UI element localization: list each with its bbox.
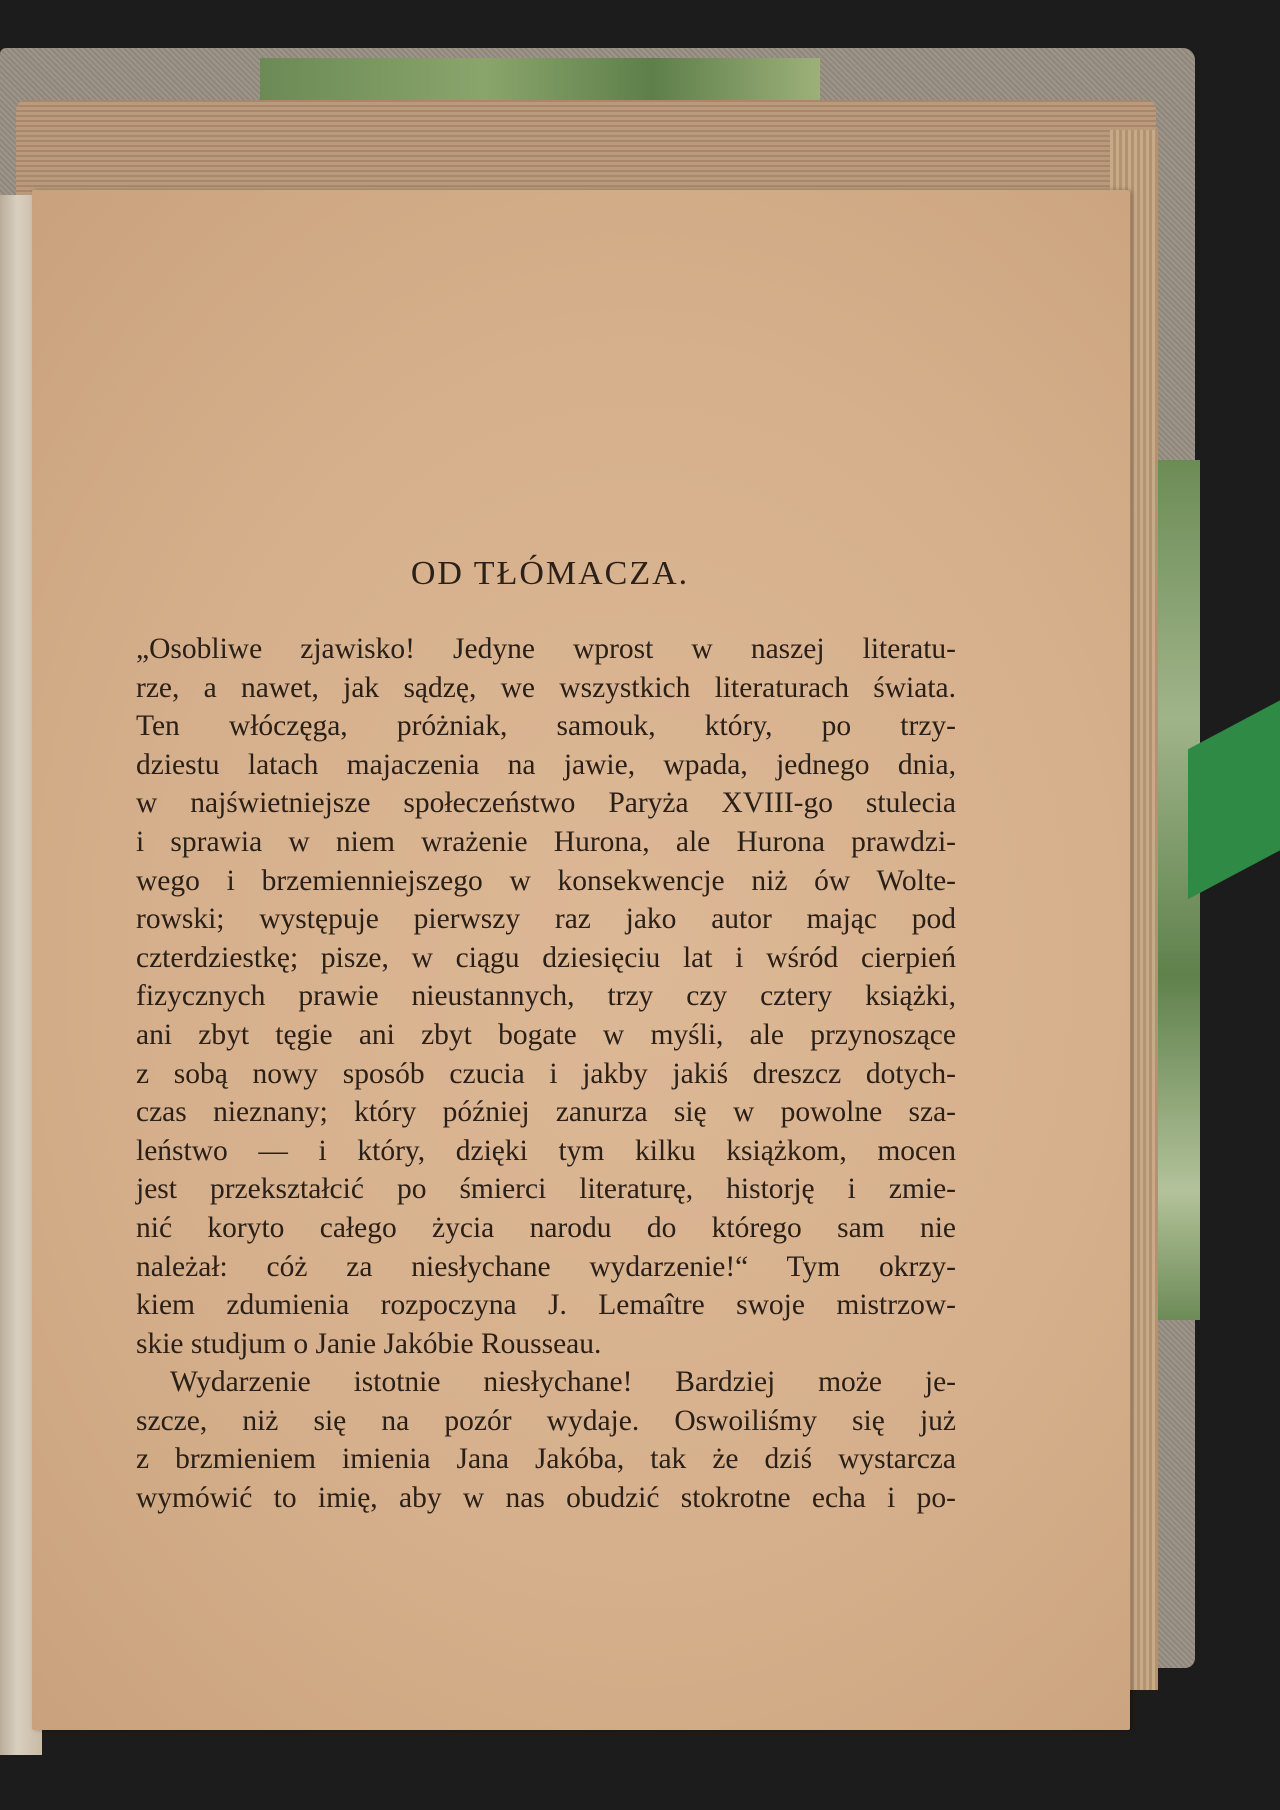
text-line: skie studjum o Janie Jakóbie Rousseau. [136, 1327, 602, 1360]
text-line: wego i brzemienniejszego w konsekwencje niż ów Wolte- [136, 864, 956, 897]
text-line: czas nieznany; który później zanurza się w powolne sza- [136, 1096, 956, 1129]
text-line: dziestu latach majaczenia na jawie, wpada, jednego dnia, [136, 748, 956, 781]
text-line: Ten włóczęga, próżniak, samouk, który, po trzy- [136, 710, 956, 743]
text-line: rowski; występuje pierwszy raz jako autor mając pod [136, 903, 956, 936]
text-line: i sprawia w niem wrażenie Hurona, ale Hurona prawdzi- [136, 825, 956, 858]
text-line: z sobą nowy sposób czucia i jakby jakiś dreszcz dotych- [136, 1057, 956, 1090]
text-line: kiem zdumienia rozpoczyna J. Lemaître swoje mistrzow- [136, 1289, 956, 1322]
paragraph-1 [136, 630, 956, 1363]
page-heading: OD TŁÓMACZA. [410, 555, 690, 592]
text-line: szcze, niż się na pozór wydaje. Oswoiliśmy się już [136, 1404, 956, 1437]
body-text [136, 630, 956, 1518]
text-line: fizycznych prawie nieustannych, trzy czy cztery książki, [136, 980, 956, 1013]
page-edges-top [16, 100, 1156, 200]
text-line: wymówić to imię, aby w nas obudzić stokrotne echa i po- [136, 1482, 956, 1515]
text-line: leństwo — i który, dzięki tym kilku książkom, mocen [136, 1134, 956, 1167]
text-line: „Osobliwe zjawisko! Jedyne wprost w naszej literatu- [136, 633, 956, 665]
text-line: ani zbyt tęgie ani zbyt bogate w myśli, ale przynoszące [136, 1018, 956, 1051]
text-line: z brzmieniem imienia Jana Jakóba, tak że dziś wystarcza [136, 1443, 956, 1476]
text-line: należał: cóż za niesłychane wydarzenie!“ Tym okrzy- [136, 1250, 956, 1283]
text-line: jest przekształcić po śmierci literaturę, historję i zmie- [136, 1173, 956, 1206]
text-line: rze, a nawet, jak sądzę, we wszystkich literaturach świata. [136, 671, 956, 704]
bookmark-ribbon [1188, 691, 1280, 899]
text-line: czterdziestkę; pisze, w ciągu dziesięciu lat i wśród cierpień [136, 941, 956, 974]
text-line: Wydarzenie istotnie niesłychane! Bardziej może je- [170, 1366, 956, 1399]
text-line: w najświetniejsze społeczeństwo Paryża XVIII-go stulecia [136, 787, 956, 820]
text-line: nić koryto całego życia narodu do którego sam nie [136, 1211, 956, 1244]
paragraph-2 [136, 1363, 956, 1517]
